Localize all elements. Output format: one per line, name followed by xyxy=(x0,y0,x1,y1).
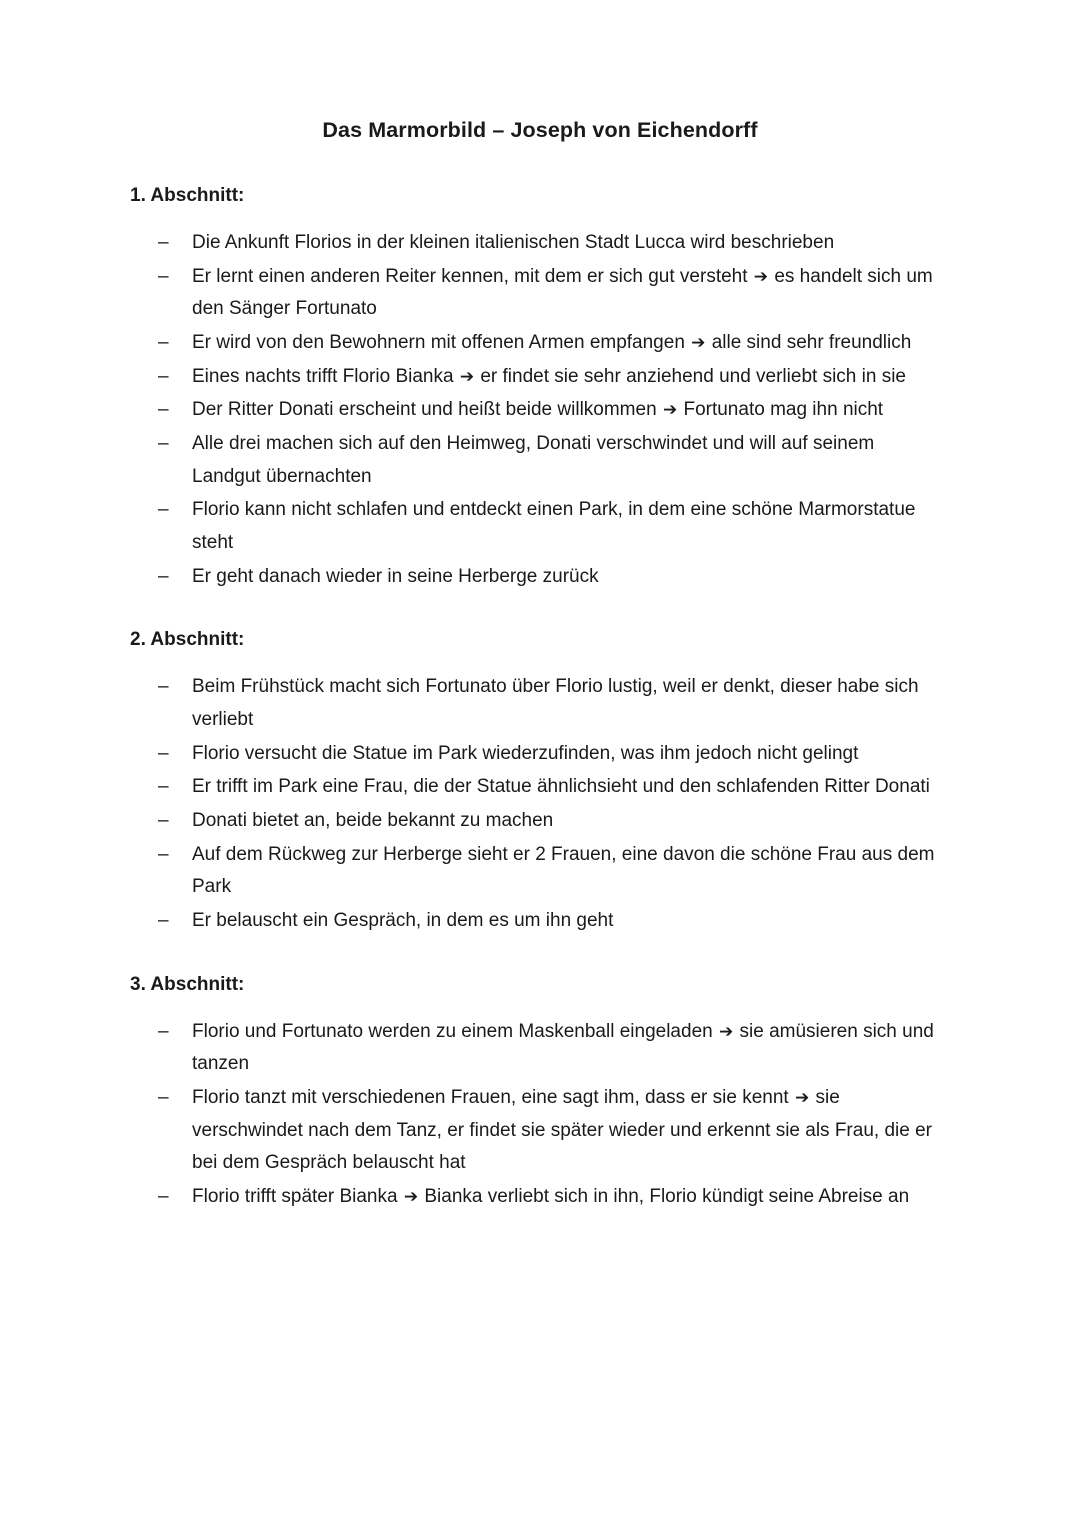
arrow-icon xyxy=(233,533,235,553)
arrow-icon: ➔ xyxy=(794,1088,810,1109)
arrow-icon xyxy=(930,777,932,797)
arrow-icon xyxy=(834,233,836,253)
list-item-text-pre: Alle drei machen sich auf den Heimweg, Donati verschwindet und will auf seinem Landgut übernachten xyxy=(192,433,875,487)
bullet-marker: ‒ xyxy=(158,776,169,798)
bullet-marker: ‒ xyxy=(158,232,169,253)
section-3-heading: 3. Abschnitt: xyxy=(130,973,245,995)
list-item xyxy=(158,839,984,904)
bullet-marker: ‒ xyxy=(158,843,169,865)
section-1 xyxy=(96,185,984,593)
bullet-marker: ‒ xyxy=(158,433,169,455)
bullet-marker: ‒ xyxy=(158,1186,169,1208)
list-item xyxy=(158,494,984,559)
arrow-icon xyxy=(553,811,555,831)
list-item xyxy=(158,1181,984,1214)
list-item-text-pre: Florio trifft später Bianka xyxy=(192,1186,403,1208)
arrow-icon: ➔ xyxy=(691,333,706,354)
arrow-icon xyxy=(599,567,601,587)
list-item xyxy=(158,261,984,326)
list-item-text-pre: Er lernt einen anderen Reiter kennen, mit dem er sich gut versteht xyxy=(192,265,753,287)
arrow-icon xyxy=(231,877,233,897)
list-item-text-pre: Florio tanzt mit verschiedenen Frauen, eine sagt ihm, dass er sie kennt xyxy=(192,1087,794,1109)
bullet-marker: ‒ xyxy=(158,1020,169,1042)
list-item-text-post: es handelt sich um den Sänger Fortunato xyxy=(192,265,933,320)
arrow-icon xyxy=(613,911,615,931)
list-item xyxy=(158,905,984,938)
section-2-heading: 2. Abschnitt: xyxy=(130,629,245,651)
section-1-heading: 1. Abschnitt: xyxy=(130,185,245,206)
bullet-marker: ‒ xyxy=(158,365,169,387)
list-item-text-post: alle sind sehr freundlich xyxy=(706,332,912,354)
list-item-text-post: er findet sie sehr anziehend und verliebt sich in sie xyxy=(475,365,906,387)
list-item xyxy=(158,771,984,804)
section-2 xyxy=(96,629,984,937)
arrow-icon xyxy=(858,744,860,764)
arrow-icon: ➔ xyxy=(662,400,678,421)
list-item-text-pre: Er wird von den Bewohnern mit offenen Armen empfangen xyxy=(192,332,691,354)
list-item-text-pre: Florio versucht die Statue im Park wiederzufinden, was ihm jedoch nicht gelingt xyxy=(192,742,859,764)
list-item-text-pre: Eines nachts trifft Florio Bianka xyxy=(192,365,459,387)
bullet-marker: ‒ xyxy=(158,399,169,421)
list-item xyxy=(158,428,984,493)
list-item xyxy=(158,738,984,771)
list-item-text-pre: Donati bietet an, beide bekannt zu machen xyxy=(192,810,554,832)
arrow-icon xyxy=(253,710,255,730)
section-3-list xyxy=(96,1016,984,1214)
list-item xyxy=(158,1016,984,1081)
list-item-text-pre: Auf dem Rückweg zur Herberge sieht er 2 Frauen, eine davon die schöne Frau aus dem Park xyxy=(192,843,935,898)
list-item-text-pre: Er belauscht ein Gespräch, in dem es um ihn geht xyxy=(192,910,614,932)
arrow-icon xyxy=(372,467,374,487)
list-item-text-pre: Florio und Fortunato werden zu einem Maskenball eingeladen xyxy=(192,1020,718,1042)
bullet-marker: ‒ xyxy=(158,565,169,587)
list-item-text-pre: Er geht danach wieder in seine Herberge zurück xyxy=(192,565,599,587)
list-item-text-pre: Florio kann nicht schlafen und entdeckt einen Park, in dem eine schöne Marmorstatue steht xyxy=(192,499,916,554)
bullet-marker: ‒ xyxy=(158,332,169,354)
arrow-icon: ➔ xyxy=(459,366,475,387)
list-item-text-pre: Er trifft im Park eine Frau, die der Statue ähnlichsieht und den schlafenden Ritter Donati xyxy=(192,776,930,798)
list-item xyxy=(158,394,984,427)
list-item xyxy=(158,327,984,360)
list-item-text-pre: Beim Frühstück macht sich Fortunato über Florio lustig, weil er denkt, dieser habe sich verliebt xyxy=(192,676,919,731)
bullet-marker: ‒ xyxy=(158,1087,169,1109)
arrow-icon: ➔ xyxy=(718,1021,734,1042)
bullet-marker: ‒ xyxy=(158,810,169,832)
list-item xyxy=(158,227,984,260)
list-item xyxy=(158,561,984,594)
bullet-marker: ‒ xyxy=(158,676,169,698)
section-2-list xyxy=(96,671,984,937)
bullet-marker: ‒ xyxy=(158,910,169,932)
section-1-list xyxy=(96,227,984,593)
list-item-text-post: sie amüsieren sich und tanzen xyxy=(192,1020,934,1075)
list-item-text-post: Bianka verliebt sich in ihn, Florio kündigt seine Abreise an xyxy=(419,1186,910,1208)
list-item-text-pre: Der Ritter Donati erscheint und heißt beide willkommen xyxy=(192,399,662,421)
section-3 xyxy=(96,974,984,1214)
list-item xyxy=(158,361,984,394)
list-item xyxy=(158,805,984,838)
arrow-icon: ➔ xyxy=(403,1187,419,1208)
list-item-text-post: Fortunato mag ihn nicht xyxy=(678,399,884,421)
bullet-marker: ‒ xyxy=(158,265,169,287)
page-title: Das Marmorbild – Joseph von Eichendorff xyxy=(322,118,758,142)
list-item xyxy=(158,671,984,736)
list-item-text-pre: Die Ankunft Florios in der kleinen italienischen Stadt Lucca wird beschrieben xyxy=(192,232,835,253)
list-item xyxy=(158,1082,984,1180)
arrow-icon: ➔ xyxy=(753,266,769,287)
bullet-marker: ‒ xyxy=(158,742,169,764)
list-item-text-post: sie verschwindet nach dem Tanz, er findet sie später wieder und erkennt sie als Frau, die er bei dem Gespräch belauscht hat xyxy=(192,1087,932,1174)
bullet-marker: ‒ xyxy=(158,499,169,521)
